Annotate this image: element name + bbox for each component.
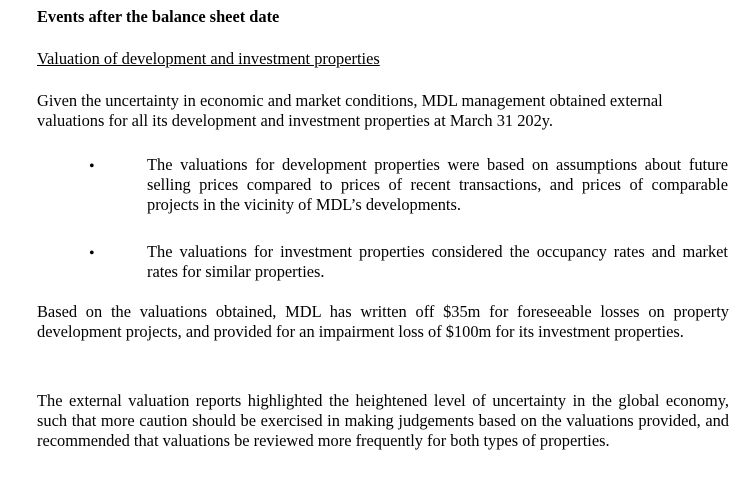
bullet-marker: •	[89, 245, 95, 262]
bullet-item-development-valuation: The valuations for development properties were based on assumptions about future selling prices compared to prices of recent transactions, and prices of comparable projects in the vicinity of MDL’s developments.	[147, 155, 728, 214]
section-heading: Events after the balance sheet date	[37, 7, 280, 26]
bullet-marker: •	[89, 158, 95, 175]
section-subheading: Valuation of development and investment properties	[37, 49, 380, 68]
writeoff-paragraph: Based on the valuations obtained, MDL has written off $35m for foreseeable losses on property development projects, and provided for an impairment loss of $100m for its investment properties.	[37, 302, 729, 341]
valuation-reports-paragraph: The external valuation reports highlighted the heightened level of uncertainty in the global economy, such that more caution should be exercised in making judgements based on the valuations provided, and recommended that valuations be reviewed more frequently for both types of properties.	[37, 391, 729, 450]
intro-paragraph: Given the uncertainty in economic and market conditions, MDL management obtained external valuations for all its development and investment properties at March 31 202y.	[37, 91, 663, 130]
bullet-item-investment-valuation: The valuations for investment properties considered the occupancy rates and market rates for similar properties.	[147, 242, 728, 281]
